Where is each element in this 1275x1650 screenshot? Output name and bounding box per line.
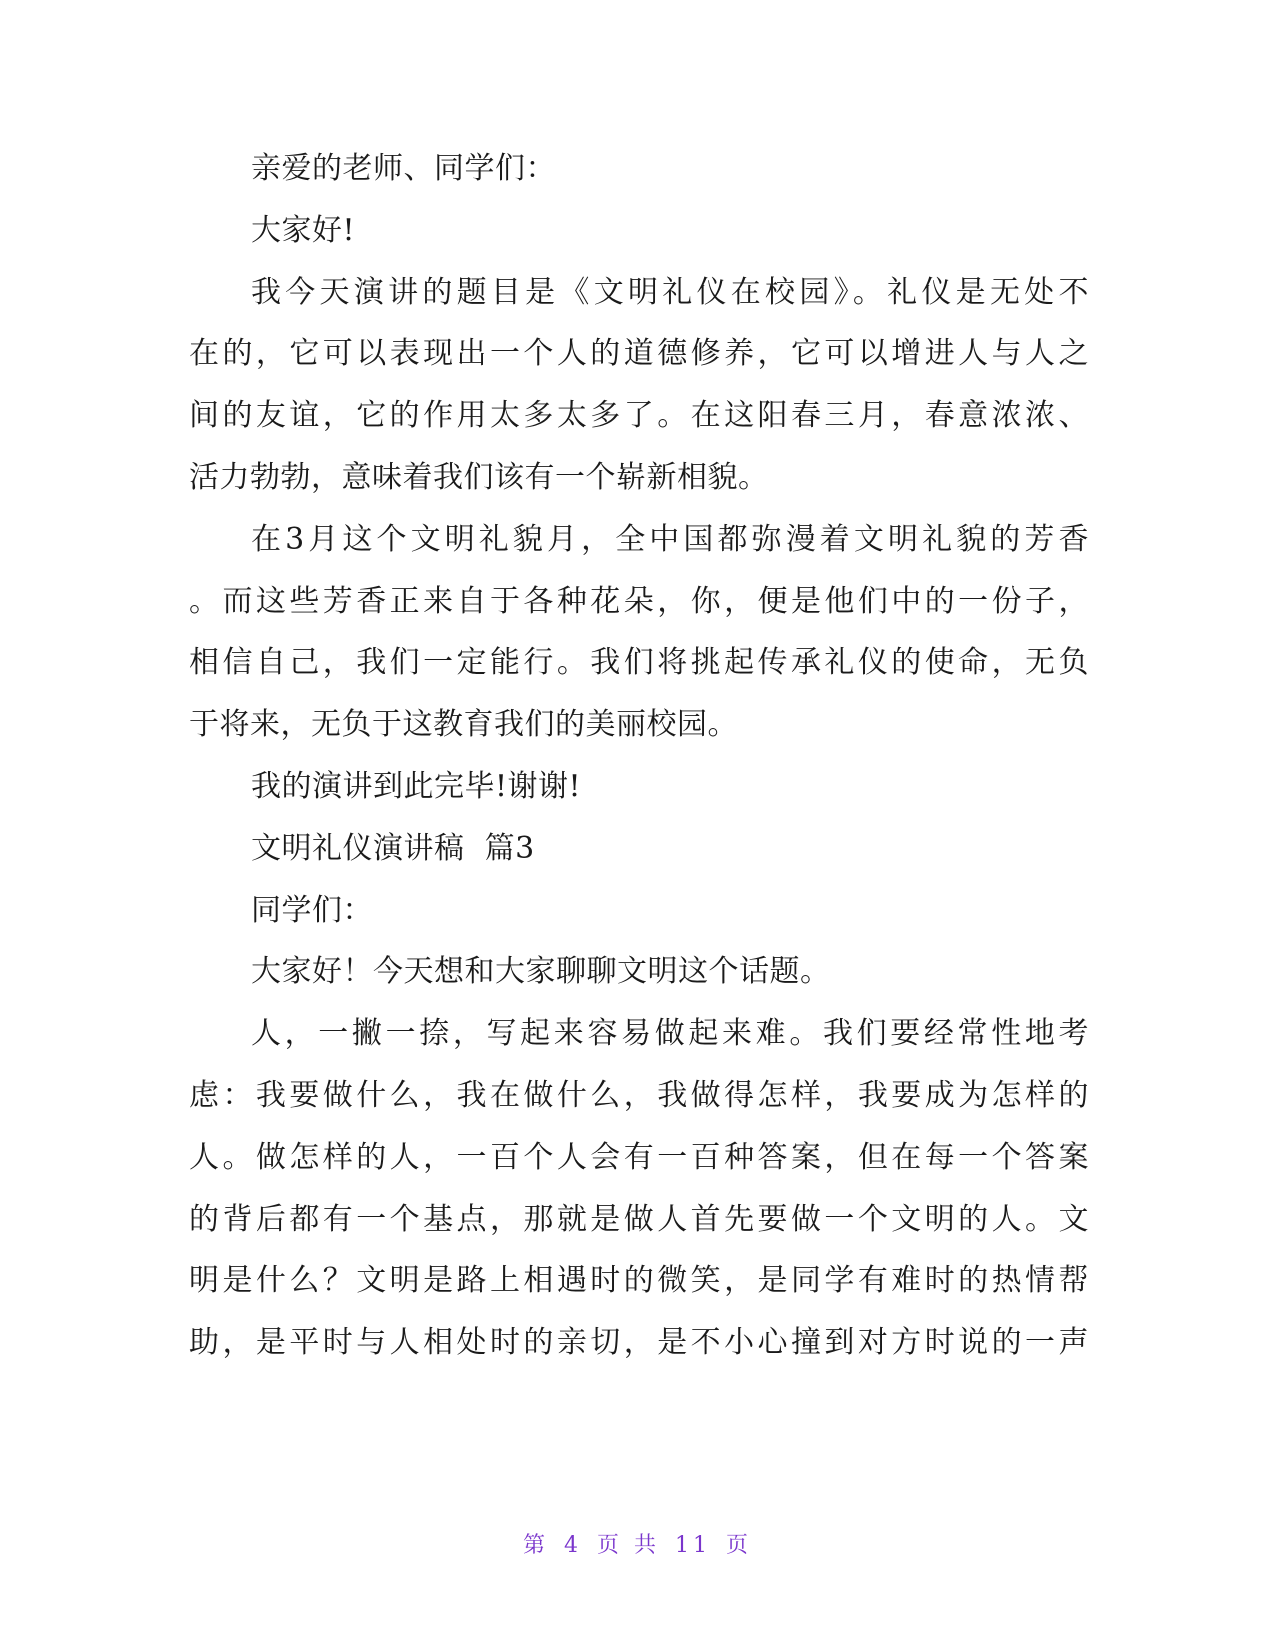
text-line: 我的演讲到此完毕!谢谢! [251, 768, 582, 804]
text-line: 人。做怎样的人，一百个人会有一百种答案，但在每一个答案 [189, 1139, 1089, 1175]
text-line: 同学们： [251, 892, 373, 928]
footer-current-page: 4 [564, 1533, 582, 1558]
text-line: 在3月这个文明礼貌月，全中国都弥漫着文明礼貌的芳香 [251, 521, 1089, 557]
body-text [189, 138, 1089, 1374]
text-line: 大家好! [251, 212, 356, 248]
text-line: 明是什么？文明是路上相遇时的微笑，是同学有难时的热情帮 [189, 1263, 1089, 1299]
text-line: 我今天演讲的题目是《文明礼仪在校园》。礼仪是无处不 [251, 274, 1089, 310]
footer-total-pages: 11 [675, 1533, 711, 1558]
text-line: 活力勃勃，意味着我们该有一个崭新相貌。 [189, 459, 769, 495]
text-line: 虑：我要做什么，我在做什么，我做得怎样，我要成为怎样的 [189, 1077, 1089, 1113]
text-line: 于将来，无负于这教育我们的美丽校园。 [189, 707, 738, 743]
text-line: 人，一撇一捺，写起来容易做起来难。我们要经常性地考 [251, 1016, 1089, 1052]
text-line: 在的，它可以表现出一个人的道德修养，它可以增进人与人之 [189, 336, 1089, 372]
section-heading: 文明礼仪演讲稿 篇3 [251, 830, 535, 866]
footer-prefix: 第 [522, 1533, 549, 1558]
text-line: 。而这些芳香正来自于各种花朵，你，便是他们中的一份子， [189, 583, 1089, 619]
page-footer [0, 1528, 1275, 1559]
footer-middle: 页 共 [597, 1533, 660, 1558]
text-line: 相信自己，我们一定能行。我们将挑起传承礼仪的使命，无负 [189, 645, 1089, 681]
text-line: 大家好！今天想和大家聊聊文明这个话题。 [251, 954, 831, 990]
text-line: 助，是平时与人相处时的亲切，是不小心撞到对方时说的一声 [189, 1325, 1089, 1361]
text-line: 亲爱的老师、同学们： [251, 151, 556, 186]
text-line: 间的友谊，它的作用太多太多了。在这阳春三月，春意浓浓、 [189, 398, 1089, 434]
text-line: 的背后都有一个基点，那就是做人首先要做一个文明的人。文 [189, 1201, 1089, 1237]
footer-suffix: 页 [726, 1533, 753, 1558]
